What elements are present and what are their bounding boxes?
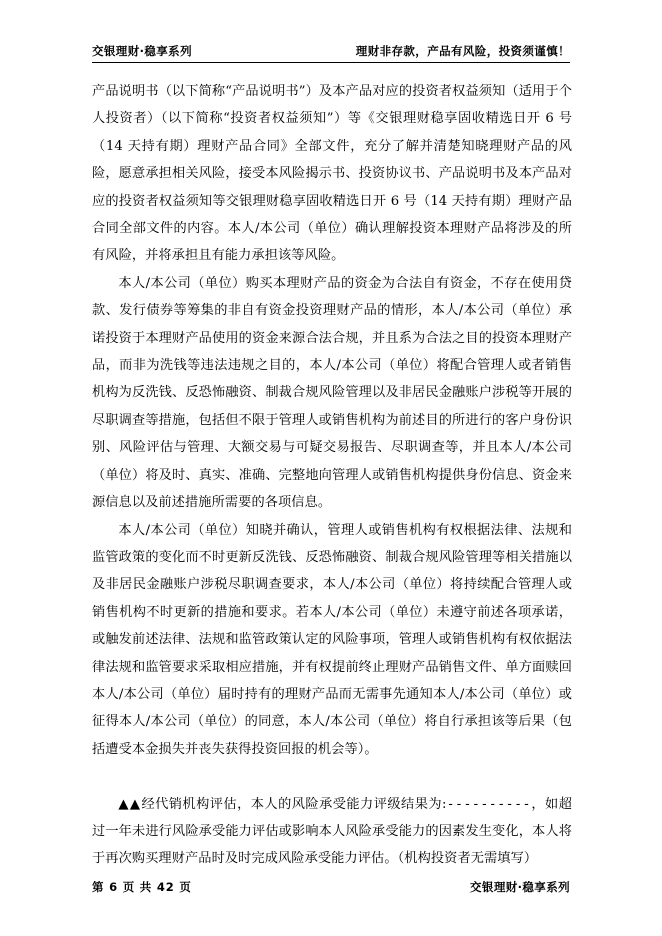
- document-body: [92, 78, 572, 873]
- paragraph-compliance-measures: 本人/本公司（单位）知晓并确认，管理人或销售机构有权根据法律、法规和监管政策的变化而不时更新反洗钱、反恐怖融资、制裁合规风险管理等相关措施以及非居民金融账户涉税尽职调查要求，本人/本公司（单位）将持续配合管理人或销售机构不时更新的措施和要求。若本人/本公司（单位）未遵守前述各项承诺，或触发前述法律、法规和监管政策认定的风险事项，管理人或销售机构有权依据法律法规和监管要求采取相应措施，并有权提前终止理财产品销售文件、单方面赎回本人/本公司（单位）届时持有的理财产品而无需事先通知本人/本公司（单位）或征得本人/本公司（单位）的同意，本人/本公司（单位）将自行承担该等后果（包括遭受本金损失并丧失获得投资回报的机会等）。: [92, 522, 572, 757]
- triangle-marker-icon: ▲▲: [118, 796, 142, 812]
- page-number: 第 6 页 共 42 页: [92, 879, 192, 894]
- footer-series-title: 交银理财·稳享系列: [470, 879, 570, 894]
- risk-rating-blank-field[interactable]: ----------: [446, 796, 531, 812]
- paragraph-risk-assessment: [92, 791, 572, 873]
- header-series-title: 交银理财·稳享系列: [92, 44, 192, 58]
- header-risk-disclaimer: 理财非存款，产品有风险，投资须谨慎！: [355, 44, 570, 58]
- risk-assessment-text-after: ，如超过一年未进行风险承受能力评估或影响本人风险承受能力的因素发生变化，本人将于再次购买理财产品时及时完成风险承受能力评估。（机构投资者无需填写）: [92, 796, 572, 867]
- risk-assessment-text-before: 经代销机构评估，本人的风险承受能力评级结果为:: [141, 796, 447, 812]
- page-header: [92, 44, 570, 63]
- page-footer: [92, 880, 570, 894]
- paragraph-spacer: [92, 763, 572, 790]
- paragraph-product-docs: 产品说明书（以下简称“产品说明书”）及本产品对应的投资者权益须知（适用于个人投资者）（以下简称“投资者权益须知”）等《交银理财稳享固收精选日开 6 号（14 天持有期）理财产品合同》全部文件，充分了解并清楚知晓理财产品的风险，愿意承担相关风险，接受本风险揭示书、投资协议书、产品说明书及本产品对应的投资者权益须知等交银理财稳享固收精选日开 6 号（14 天持有期）理财产品合同全部文件的内容。本人/本公司（单位）确认理解投资本理财产品将涉及的所有风险，并将承担且有能力承担该等风险。: [92, 84, 572, 264]
- paragraph-source-of-funds: 本人/本公司（单位）购买本理财产品的资金为合法自有资金，不存在使用贷款、发行债券等筹集的非自有资金投资理财产品的情形，本人/本公司（单位）承诺投资于本理财产品使用的资金来源合法合规，并且系为合法之目的投资本理财产品，而非为洗钱等违法违规之目的，本人/本公司（单位）将配合管理人或者销售机构为反洗钱、反恐怖融资、制裁合规风险管理以及非居民金融账户涉税等开展的尽职调查等措施，包括但不限于管理人或销售机构为前述目的所进行的客户身份识别、风险评估与管理、大额交易与可疑交易报告、尽职调查等，并且本人/本公司（单位）将及时、真实、准确、完整地向管理人或销售机构提供身份信息、资金来源信息以及前述措施所需要的各项信息。: [92, 275, 572, 511]
